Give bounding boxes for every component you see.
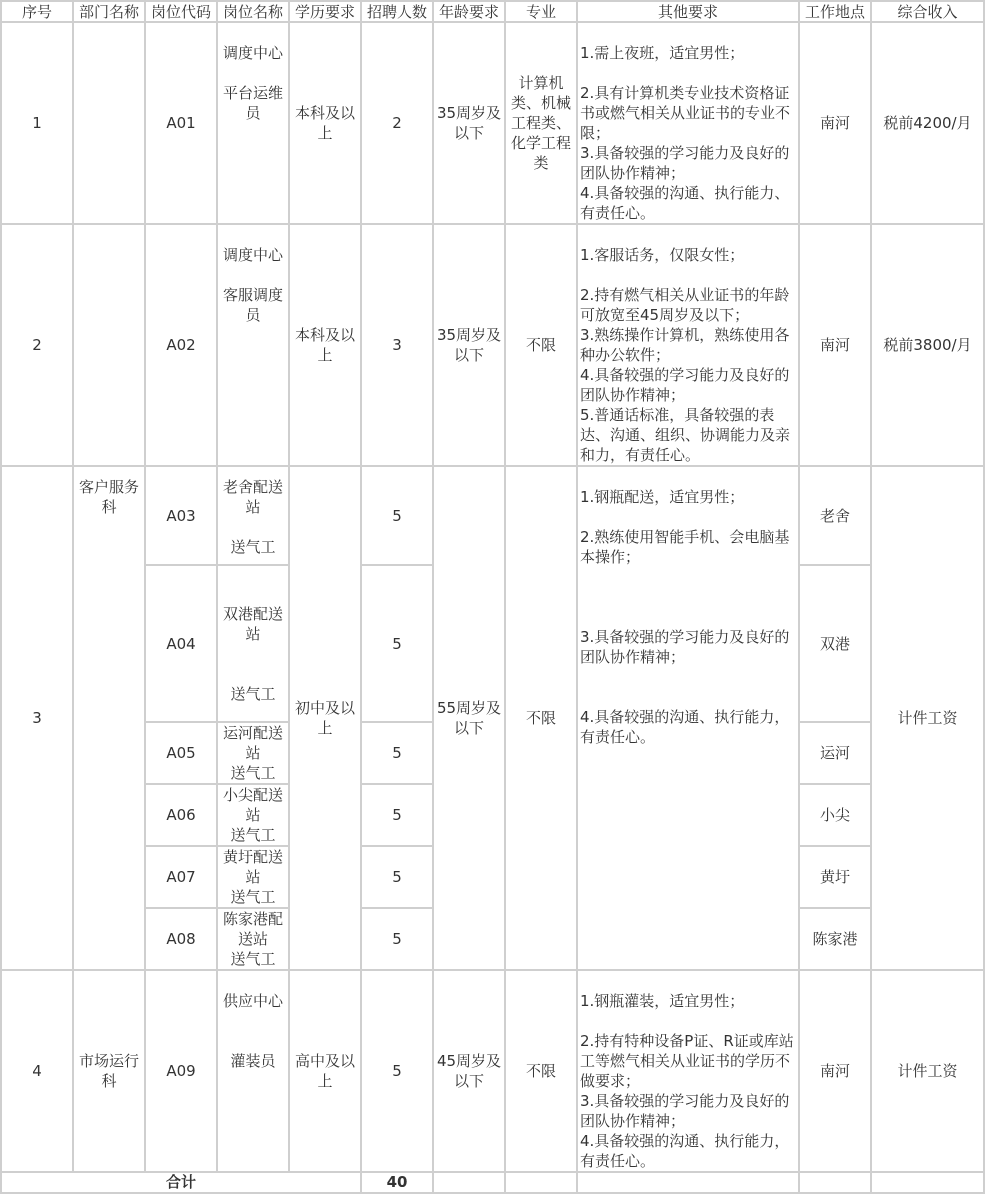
table-row (1, 224, 984, 466)
cell-location: 小尖 (799, 784, 871, 846)
total-row (1, 1172, 984, 1193)
table-row (1, 22, 984, 224)
cell-count: 5 (361, 565, 433, 722)
cell-position (217, 970, 289, 1172)
req-line: 3.熟练操作计算机，熟练使用各种办公软件； (580, 326, 790, 364)
position-dept: 调度中心 (222, 246, 283, 264)
cell-location: 南河 (799, 970, 871, 1172)
cell-count: 3 (361, 224, 433, 466)
cell-code: A07 (145, 846, 217, 908)
cell-no: 4 (1, 970, 73, 1172)
position-title: 客服调度员 (222, 286, 283, 324)
position-title: 送气工 (230, 538, 276, 556)
req-line: 1.客服话务，仅限女性； (580, 246, 745, 264)
position-station: 双港配送站 (222, 605, 283, 643)
header-income: 综合收入 (871, 1, 984, 22)
cell-age: 55周岁及以下 (433, 466, 505, 970)
position-station: 黄圩配送站 (222, 848, 283, 886)
total-empty (577, 1172, 799, 1193)
header-count: 招聘人数 (361, 1, 433, 22)
cell-income: 税前3800/月 (871, 224, 984, 466)
total-count: 40 (361, 1172, 433, 1193)
cell-major: 不限 (505, 466, 577, 970)
cell-major: 不限 (505, 970, 577, 1172)
cell-income: 税前4200/月 (871, 22, 984, 224)
cell-code: A03 (145, 466, 217, 565)
position-title: 送气工 (230, 826, 276, 844)
req-line: 2.持有燃气相关从业证书的年龄可放宽至45周岁及以下； (580, 286, 790, 324)
header-no: 序号 (1, 1, 73, 22)
header-position: 岗位名称 (217, 1, 289, 22)
position-dept: 供应中心 (222, 992, 283, 1010)
header-other: 其他要求 (577, 1, 799, 22)
req-line: 1.钢瓶配送，适宜男性； (580, 488, 745, 506)
cell-education: 本科及以上 (289, 22, 361, 224)
cell-location: 运河 (799, 722, 871, 784)
cell-position (217, 784, 289, 846)
cell-education: 初中及以上 (289, 466, 361, 970)
req-line: 3.具备较强的学习能力及良好的团队协作精神； (580, 1092, 790, 1130)
cell-location: 老舍 (799, 466, 871, 565)
cell-location: 南河 (799, 22, 871, 224)
position-station: 陈家港配送站 (222, 910, 283, 948)
position-title: 送气工 (230, 888, 276, 906)
cell-count: 5 (361, 784, 433, 846)
position-station: 小尖配送站 (222, 786, 283, 824)
header-major: 专业 (505, 1, 577, 22)
cell-age: 45周岁及以下 (433, 970, 505, 1172)
table-row (1, 466, 984, 565)
cell-dept: 客户服务科 (73, 466, 145, 970)
total-empty (505, 1172, 577, 1193)
cell-education: 本科及以上 (289, 224, 361, 466)
cell-count: 5 (361, 846, 433, 908)
cell-count: 5 (361, 970, 433, 1172)
header-row (1, 1, 984, 22)
cell-position (217, 466, 289, 565)
header-location: 工作地点 (799, 1, 871, 22)
cell-code: A04 (145, 565, 217, 722)
cell-no: 3 (1, 466, 73, 970)
req-line: 2.持有特种设备P证、R证或库站工等燃气相关从业证书的学历不做要求； (580, 1032, 794, 1090)
cell-code: A05 (145, 722, 217, 784)
cell-count: 2 (361, 22, 433, 224)
position-dept: 调度中心 (222, 44, 283, 62)
total-empty (871, 1172, 984, 1193)
cell-dept: 市场运行科 (73, 970, 145, 1172)
cell-requirements (577, 970, 799, 1172)
cell-position (217, 908, 289, 970)
header-dept: 部门名称 (73, 1, 145, 22)
cell-position (217, 846, 289, 908)
req-line: 2.具有计算机类专业技术资格证书或燃气相关从业证书的专业不限； (580, 84, 791, 142)
cell-code: A01 (145, 22, 217, 224)
req-line: 4.具备较强的沟通、执行能力，有责任心。 (580, 708, 790, 746)
cell-count: 5 (361, 722, 433, 784)
position-station: 运河配送站 (222, 724, 283, 762)
cell-major: 不限 (505, 224, 577, 466)
cell-dept-blank (73, 22, 145, 224)
cell-location: 陈家港 (799, 908, 871, 970)
cell-income: 计件工资 (871, 466, 984, 970)
req-line: 4.具备较强的沟通、执行能力、有责任心。 (580, 184, 790, 222)
total-label: 合计 (1, 1172, 361, 1193)
cell-dept-blank (73, 224, 145, 466)
cell-major: 计算机类、机械工程类、化学工程类 (505, 22, 577, 224)
cell-education: 高中及以上 (289, 970, 361, 1172)
position-title: 灌装员 (230, 1052, 276, 1070)
position-title: 送气工 (230, 764, 276, 782)
cell-requirements (577, 22, 799, 224)
cell-location: 黄圩 (799, 846, 871, 908)
cell-position (217, 565, 289, 722)
position-title: 送气工 (230, 950, 276, 968)
cell-location: 南河 (799, 224, 871, 466)
table-row (1, 970, 984, 1172)
position-title: 送气工 (230, 685, 276, 703)
cell-code: A02 (145, 224, 217, 466)
header-age: 年龄要求 (433, 1, 505, 22)
header-education: 学历要求 (289, 1, 361, 22)
cell-count: 5 (361, 466, 433, 565)
cell-location: 双港 (799, 565, 871, 722)
total-empty (433, 1172, 505, 1193)
req-line: 3.具备较强的学习能力及良好的团队协作精神； (580, 144, 790, 182)
cell-count: 5 (361, 908, 433, 970)
cell-income: 计件工资 (871, 970, 984, 1172)
req-line: 2.熟练使用智能手机、会电脑基本操作； (580, 528, 790, 566)
cell-no: 1 (1, 22, 73, 224)
total-empty (799, 1172, 871, 1193)
cell-age: 35周岁及以下 (433, 22, 505, 224)
cell-age: 35周岁及以下 (433, 224, 505, 466)
req-line: 1.钢瓶灌装，适宜男性； (580, 992, 745, 1010)
header-code: 岗位代码 (145, 1, 217, 22)
cell-code: A08 (145, 908, 217, 970)
position-title: 平台运维员 (222, 84, 283, 122)
cell-position (217, 22, 289, 224)
cell-requirements (577, 466, 799, 970)
req-line: 4.具备较强的学习能力及良好的团队协作精神； (580, 366, 790, 404)
req-line: 5.普通话标准，具备较强的表达、沟通、组织、协调能力及亲和力，有责任心。 (580, 406, 791, 464)
req-line: 3.具备较强的学习能力及良好的团队协作精神； (580, 628, 790, 666)
position-station: 老舍配送站 (222, 478, 283, 516)
req-line: 1.需上夜班，适宜男性； (580, 44, 745, 62)
cell-code: A09 (145, 970, 217, 1172)
cell-code: A06 (145, 784, 217, 846)
req-line: 4.具备较强的沟通、执行能力，有责任心。 (580, 1132, 790, 1170)
cell-no: 2 (1, 224, 73, 466)
cell-position (217, 722, 289, 784)
cell-requirements (577, 224, 799, 466)
cell-position (217, 224, 289, 466)
